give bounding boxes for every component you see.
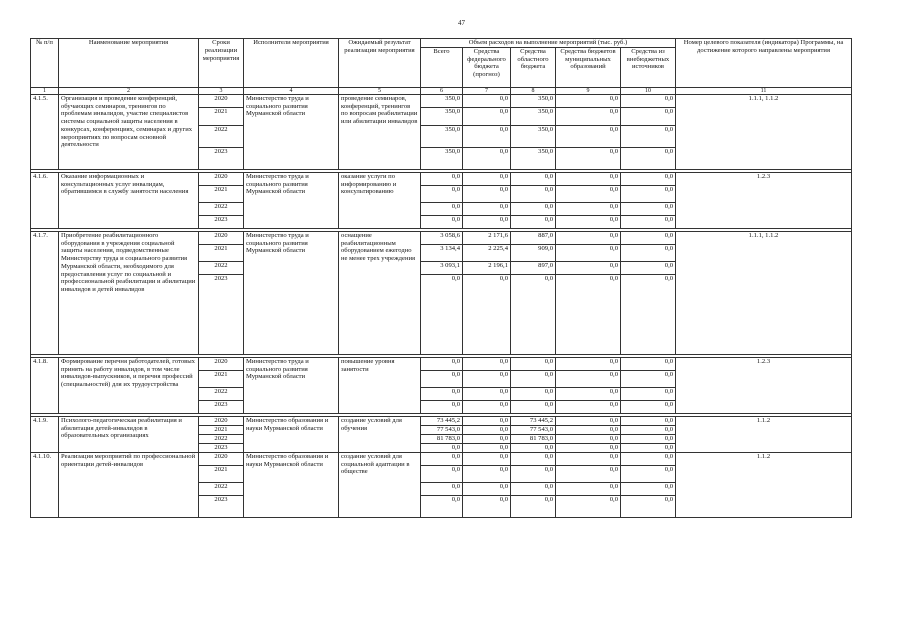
year-cell: 2020	[199, 231, 244, 244]
offbudget-cell: 0,0	[621, 443, 676, 452]
municipal-cell: 0,0	[556, 107, 621, 125]
activity-name: Психолого-педагогическая реабилитация и абилитация детей-инвалидов в образовательных организациях	[59, 416, 199, 452]
indicator-cell: 1.1.1, 1.1.2	[676, 94, 852, 169]
offbudget-cell: 0,0	[621, 202, 676, 215]
year-cell: 2021	[199, 244, 244, 261]
activity-number: 4.1.5.	[31, 94, 59, 169]
offbudget-cell: 0,0	[621, 215, 676, 228]
table-row	[31, 231, 852, 244]
federal-cell: 0,0	[463, 416, 511, 425]
table-row	[31, 94, 852, 107]
activity-executor: Министерство труда и социального развития Мурманской области	[244, 231, 339, 354]
total-cell: 0,0	[421, 387, 463, 400]
year-cell: 2023	[199, 400, 244, 413]
federal-cell: 0,0	[463, 357, 511, 370]
col-indicator-header: Номер целевого показателя (индикатора) Программы, на достижение которого направлены мероприятия	[676, 39, 852, 88]
table-row	[31, 416, 852, 425]
municipal-cell: 0,0	[556, 202, 621, 215]
year-cell: 2020	[199, 357, 244, 370]
year-cell: 2020	[199, 172, 244, 185]
col-number: 1	[31, 87, 59, 94]
offbudget-cell: 0,0	[621, 482, 676, 495]
regional-cell: 0,0	[511, 387, 556, 400]
federal-cell: 0,0	[463, 125, 511, 147]
activity-result: создание условий для обучения	[339, 416, 421, 452]
municipal-cell: 0,0	[556, 261, 621, 274]
federal-cell: 0,0	[463, 202, 511, 215]
activity-result: создание условий для социальной адаптации в обществе	[339, 452, 421, 517]
year-cell: 2020	[199, 416, 244, 425]
page-number: 47	[458, 19, 465, 27]
year-cell: 2023	[199, 274, 244, 354]
federal-cell: 0,0	[463, 482, 511, 495]
total-cell: 0,0	[421, 465, 463, 482]
total-cell: 73 445,2	[421, 416, 463, 425]
activity-executor: Министерство труда и социального развития Мурманской области	[244, 94, 339, 169]
column-number-row	[31, 87, 852, 94]
regional-cell: 350,0	[511, 147, 556, 169]
year-cell: 2023	[199, 443, 244, 452]
total-cell: 0,0	[421, 357, 463, 370]
municipal-cell: 0,0	[556, 465, 621, 482]
municipal-cell: 0,0	[556, 452, 621, 465]
col-number: 10	[621, 87, 676, 94]
federal-cell: 0,0	[463, 185, 511, 202]
total-cell: 350,0	[421, 125, 463, 147]
activity-number: 4.1.7.	[31, 231, 59, 354]
col-number: 5	[339, 87, 421, 94]
col-expenses-header: Объем расходов на выполнение мероприятий (тыс. руб.)	[421, 39, 676, 48]
offbudget-cell: 0,0	[621, 172, 676, 185]
total-cell: 77 543,0	[421, 425, 463, 434]
offbudget-cell: 0,0	[621, 94, 676, 107]
offbudget-cell: 0,0	[621, 387, 676, 400]
year-cell: 2020	[199, 452, 244, 465]
activity-executor: Министерство образования и науки Мурманской области	[244, 452, 339, 517]
total-cell: 0,0	[421, 370, 463, 387]
municipal-cell: 0,0	[556, 482, 621, 495]
table-row	[31, 357, 852, 370]
regional-cell: 0,0	[511, 443, 556, 452]
col-number: 2	[59, 87, 199, 94]
activity-result: проведение семинаров, конференций, тренингов по вопросам реабилитации или абилитации инвалидов	[339, 94, 421, 169]
regional-cell: 73 445,2	[511, 416, 556, 425]
indicator-cell: 1.1.2	[676, 452, 852, 517]
activity-name: Реализация мероприятий по профессиональной ориентации детей-инвалидов	[59, 452, 199, 517]
total-cell: 0,0	[421, 215, 463, 228]
federal-cell: 0,0	[463, 107, 511, 125]
col-total-header: Всего	[421, 47, 463, 87]
total-cell: 3 134,4	[421, 244, 463, 261]
offbudget-cell: 0,0	[621, 274, 676, 354]
regional-cell: 350,0	[511, 94, 556, 107]
col-offbudget-header: Средства из внебюджетных источников	[621, 47, 676, 87]
offbudget-cell: 0,0	[621, 416, 676, 425]
municipal-cell: 0,0	[556, 495, 621, 517]
municipal-cell: 0,0	[556, 231, 621, 244]
federal-cell: 0,0	[463, 370, 511, 387]
municipal-cell: 0,0	[556, 357, 621, 370]
municipal-cell: 0,0	[556, 215, 621, 228]
col-executors-header: Исполнители мероприятия	[244, 39, 339, 88]
federal-cell: 0,0	[463, 94, 511, 107]
municipal-cell: 0,0	[556, 185, 621, 202]
federal-cell: 0,0	[463, 495, 511, 517]
activity-executor: Министерство труда и социального развития Мурманской области	[244, 357, 339, 413]
regional-cell: 0,0	[511, 185, 556, 202]
regional-cell: 0,0	[511, 274, 556, 354]
indicator-cell: 1.1.2	[676, 416, 852, 452]
federal-cell: 0,0	[463, 465, 511, 482]
federal-cell: 0,0	[463, 274, 511, 354]
federal-cell: 0,0	[463, 215, 511, 228]
indicator-cell: 1.2.3	[676, 357, 852, 413]
activity-name: Приобретение реабилитационного оборудования в учреждения социальной защиты населения, подведомственные Министерству труда и социального развития Мурманской области, необходимого для предоставления услуг по социальной и профессиональной реабилитации и абилитации инвалидов и детей инвалидов	[59, 231, 199, 354]
offbudget-cell: 0,0	[621, 147, 676, 169]
activity-name: Формирование перечня работодателей, готовых принять на работу инвалидов, в том числе инвалидов-выпускников, и перечня профессий (специальностей) для их трудоустройства	[59, 357, 199, 413]
federal-cell: 0,0	[463, 443, 511, 452]
offbudget-cell: 0,0	[621, 465, 676, 482]
offbudget-cell: 0,0	[621, 400, 676, 413]
municipal-cell: 0,0	[556, 443, 621, 452]
activity-number: 4.1.9.	[31, 416, 59, 452]
offbudget-cell: 0,0	[621, 107, 676, 125]
col-number: 3	[199, 87, 244, 94]
municipal-cell: 0,0	[556, 400, 621, 413]
total-cell: 0,0	[421, 443, 463, 452]
municipal-cell: 0,0	[556, 416, 621, 425]
municipal-cell: 0,0	[556, 172, 621, 185]
offbudget-cell: 0,0	[621, 495, 676, 517]
total-cell: 0,0	[421, 400, 463, 413]
offbudget-cell: 0,0	[621, 452, 676, 465]
offbudget-cell: 0,0	[621, 261, 676, 274]
federal-cell: 0,0	[463, 425, 511, 434]
total-cell: 81 783,0	[421, 434, 463, 443]
col-number: 9	[556, 87, 621, 94]
federal-cell: 0,0	[463, 147, 511, 169]
regional-cell: 77 543,0	[511, 425, 556, 434]
year-cell: 2022	[199, 202, 244, 215]
year-cell: 2022	[199, 387, 244, 400]
activity-result: оснащение реабилитационным оборудованием ежегодно не менее трех учреждения	[339, 231, 421, 354]
municipal-cell: 0,0	[556, 125, 621, 147]
total-cell: 0,0	[421, 172, 463, 185]
year-cell: 2023	[199, 147, 244, 169]
activity-number: 4.1.6.	[31, 172, 59, 228]
municipal-cell: 0,0	[556, 370, 621, 387]
col-federal-header: Средства федерального бюджета (прогноз)	[463, 47, 511, 87]
total-cell: 0,0	[421, 202, 463, 215]
offbudget-cell: 0,0	[621, 231, 676, 244]
year-cell: 2020	[199, 94, 244, 107]
activity-number: 4.1.10.	[31, 452, 59, 517]
federal-cell: 2 196,1	[463, 261, 511, 274]
municipal-cell: 0,0	[556, 244, 621, 261]
regional-cell: 81 783,0	[511, 434, 556, 443]
offbudget-cell: 0,0	[621, 185, 676, 202]
regional-cell: 887,0	[511, 231, 556, 244]
federal-cell: 0,0	[463, 172, 511, 185]
col-terms-header: Сроки реализации мероприятия	[199, 39, 244, 88]
year-cell: 2022	[199, 125, 244, 147]
municipal-cell: 0,0	[556, 387, 621, 400]
total-cell: 350,0	[421, 147, 463, 169]
federal-cell: 2 225,4	[463, 244, 511, 261]
activity-name: Оказание информационных и консультационных услуг инвалидам, обратившимся в службу занятости населения	[59, 172, 199, 228]
activity-name: Организация и проведение конференций, обучающих семинаров, тренингов по проблемам инвалидов, участие специалистов системы социальной защиты населения в конкурсах, конференциях, семинарах и других мероприятиях по вопросам основной деятельности	[59, 94, 199, 169]
year-cell: 2021	[199, 185, 244, 202]
year-cell: 2023	[199, 495, 244, 517]
col-municipal-header: Средства бюджетов муниципальных образований	[556, 47, 621, 87]
federal-cell: 0,0	[463, 400, 511, 413]
total-cell: 3 058,6	[421, 231, 463, 244]
total-cell: 3 093,1	[421, 261, 463, 274]
regional-cell: 0,0	[511, 465, 556, 482]
year-cell: 2021	[199, 465, 244, 482]
header-row-1	[31, 39, 852, 48]
year-cell: 2022	[199, 482, 244, 495]
col-number: 6	[421, 87, 463, 94]
col-number: 7	[463, 87, 511, 94]
offbudget-cell: 0,0	[621, 357, 676, 370]
regional-cell: 0,0	[511, 215, 556, 228]
col-name-header: Наименование мероприятия	[59, 39, 199, 88]
regional-cell: 0,0	[511, 400, 556, 413]
indicator-cell: 1.1.1, 1.1.2	[676, 231, 852, 354]
total-cell: 0,0	[421, 452, 463, 465]
municipal-cell: 0,0	[556, 147, 621, 169]
year-cell: 2021	[199, 107, 244, 125]
regional-cell: 0,0	[511, 495, 556, 517]
table-body	[31, 94, 852, 517]
col-regional-header: Средства областного бюджета	[511, 47, 556, 87]
federal-cell: 0,0	[463, 452, 511, 465]
regional-cell: 0,0	[511, 482, 556, 495]
year-cell: 2021	[199, 425, 244, 434]
total-cell: 0,0	[421, 495, 463, 517]
activity-result: повышение уровня занятости	[339, 357, 421, 413]
total-cell: 350,0	[421, 107, 463, 125]
total-cell: 350,0	[421, 94, 463, 107]
municipal-cell: 0,0	[556, 94, 621, 107]
table-row	[31, 172, 852, 185]
offbudget-cell: 0,0	[621, 434, 676, 443]
total-cell: 0,0	[421, 185, 463, 202]
federal-cell: 0,0	[463, 434, 511, 443]
table-row	[31, 452, 852, 465]
total-cell: 0,0	[421, 482, 463, 495]
col-result-header: Ожидаемый результат реализации мероприятия	[339, 39, 421, 88]
year-cell: 2022	[199, 261, 244, 274]
activity-number: 4.1.8.	[31, 357, 59, 413]
activity-executor: Министерство труда и социального развития Мурманской области	[244, 172, 339, 228]
indicator-cell: 1.2.3	[676, 172, 852, 228]
regional-cell: 0,0	[511, 370, 556, 387]
year-cell: 2022	[199, 434, 244, 443]
regional-cell: 0,0	[511, 202, 556, 215]
federal-cell: 2 171,6	[463, 231, 511, 244]
program-activities-table	[30, 38, 852, 518]
regional-cell: 350,0	[511, 125, 556, 147]
offbudget-cell: 0,0	[621, 244, 676, 261]
year-cell: 2021	[199, 370, 244, 387]
regional-cell: 897,0	[511, 261, 556, 274]
year-cell: 2023	[199, 215, 244, 228]
federal-cell: 0,0	[463, 387, 511, 400]
regional-cell: 0,0	[511, 452, 556, 465]
municipal-cell: 0,0	[556, 274, 621, 354]
col-num-header: № п/п	[31, 39, 59, 88]
offbudget-cell: 0,0	[621, 425, 676, 434]
col-number: 8	[511, 87, 556, 94]
offbudget-cell: 0,0	[621, 370, 676, 387]
activity-result: оказание услуги по информированию и консультированию	[339, 172, 421, 228]
municipal-cell: 0,0	[556, 434, 621, 443]
municipal-cell: 0,0	[556, 425, 621, 434]
activity-executor: Министерство образования и науки Мурманской области	[244, 416, 339, 452]
regional-cell: 0,0	[511, 172, 556, 185]
offbudget-cell: 0,0	[621, 125, 676, 147]
total-cell: 0,0	[421, 274, 463, 354]
regional-cell: 909,0	[511, 244, 556, 261]
regional-cell: 350,0	[511, 107, 556, 125]
col-number: 4	[244, 87, 339, 94]
col-number: 11	[676, 87, 852, 94]
regional-cell: 0,0	[511, 357, 556, 370]
